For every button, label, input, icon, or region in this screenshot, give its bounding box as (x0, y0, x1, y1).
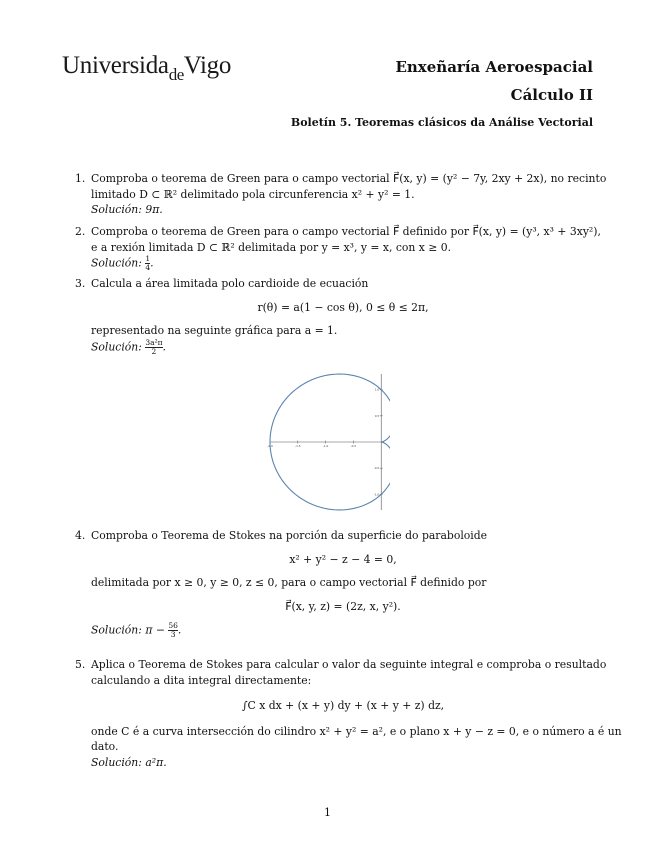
y-tick-label: -1.0 (373, 492, 380, 497)
problem-5-line-2: calculando a dita integral directamente: (91, 673, 312, 687)
problem-4-line-2: delimitada por x ≥ 0, y ≥ 0, z ≤ 0, para o campo vectorial F⃗ definido por (91, 576, 487, 589)
problem-5-line-4: dato. (91, 740, 119, 753)
university-logo: Universida$_{de}$Vigo (62, 52, 232, 84)
problem-2: 2. Comproba o teorema de Green para o campo vectorial F⃗ definido por F⃗(x, y) = (y³, x³ + 3xy²), e a rexión limitada D ⊂ ℝ² delimitada por y = x³, y = x, con x ≥ 0. Solución: $\frac{1}{4}$ . (75, 225, 601, 272)
y-tick-label: 1.0 (374, 387, 380, 392)
x-tick-label: -1.5 (295, 444, 301, 448)
page-number: 1 (324, 806, 331, 819)
problem-3-line-2: representado na seguinte gráfica para a = 1. (91, 324, 338, 337)
problem-3: 3. Calcula a área limitada polo cardioide de ecuación r(θ) = a(1 − cos θ), 0 ≤ θ ≤ 2π, representado na seguinte gráfica para a = 1. Solución: $\frac{\text{3a²π}}{2}$ . (75, 276, 595, 356)
problem-1-solution: Solución: 9π. (91, 203, 163, 216)
x-tick-label: -0.5 (350, 444, 357, 448)
x-tick-label: -1.0 (322, 444, 329, 448)
course-title: Cálculo II (510, 86, 593, 104)
degree-title: Enxeñaría Aeroespacial (395, 58, 593, 76)
problem-5: 5. Aplica o Teorema de Stokes para calcular o valor da seguinte integral e comproba o resultado calculando a dita integral directamente: ∫C x dx + (x + y) dy + (x + y + z) dz, onde C é a curva intersección do cilindro x² + y² = a², e o plano x + y − z = 0, e o número a é un dato. Solución: a²π. (75, 658, 622, 769)
solution-fraction: $\frac{1}{4}$ (145, 254, 151, 272)
problem-2-line-2: e a rexión limitada D ⊂ ℝ² delimitada por y = x³, y = x, con x ≥ 0. (91, 240, 452, 254)
problem-4: 4. Comproba o Teorema de Stokes na porción da superficie do paraboloide x² + y² − z − 4 = 0, delimitada por x ≥ 0, y ≥ 0, z ≤ 0, para o campo vectorial F⃗ definido por F⃗(x, y, z) = (2z, x, y²). Solución: π − $\frac{56}{3}$ . (75, 528, 595, 639)
bulletin-title: Boletín 5. Teoremas clásicos da Análise Vectorial (290, 116, 593, 129)
problem-2-solution: Solución: $\frac{1}{4}$ . (91, 254, 154, 272)
x-tick-label: -2.0 (267, 444, 273, 448)
solution-fraction: $\frac{56}{3}$ (168, 621, 178, 639)
cardioid-equation: r(θ) = a(1 − cos θ), 0 ≤ θ ≤ 2π, (257, 300, 429, 314)
vector-field-equation: F⃗(x, y, z) = (2z, x, y²). (285, 599, 401, 613)
problem-5-line-3: onde C é a curva intersección do cilindro x² + y² = a², e o plano x + y − z = 0, e o número a é un (91, 724, 622, 738)
problem-5-solution: Solución: a²π. (91, 755, 167, 769)
y-tick-label: 0.5 (374, 413, 380, 418)
problem-1-line-2: limitado D ⊂ ℝ² delimitado pola circunferencia x² + y² = 1. (91, 187, 415, 201)
cardioid-chart (262, 370, 390, 514)
solution-fraction: $\frac{\text{3a²π}}{2}$ (145, 337, 163, 356)
line-integral: ∫C x dx + (x + y) dy + (x + y + z) dz, (241, 699, 445, 712)
problem-5-line-1: Aplica o Teorema de Stokes para calcular o valor da seguinte integral e comproba o resultado (91, 658, 607, 671)
y-tick-label: -0.5 (373, 466, 380, 471)
problem-4-line-1: Comproba o Teorema de Stokes na porción da superficie do paraboloide (91, 529, 488, 542)
problem-1-line-1: Comproba o teorema de Green para o campo vectorial F⃗(x, y) = (y² − 7y, 2xy + 2x), no recinto (91, 172, 607, 185)
problem-3-solution: Solución: $\frac{\text{3a²π}}{2}$ . (91, 337, 166, 356)
paraboloid-equation: x² + y² − z − 4 = 0, (289, 552, 397, 566)
problem-3-line-1: Calcula a área limitada polo cardioide de ecuación (91, 277, 369, 290)
problem-2-line-1: Comproba o teorema de Green para o campo vectorial F⃗ definido por F⃗(x, y) = (y³, x³ + 3xy²), (91, 225, 601, 238)
problem-1: 1. Comproba o teorema de Green para o campo vectorial F⃗(x, y) = (y² − 7y, 2xy + 2x), no recinto limitado D ⊂ ℝ² delimitado pola circunferencia x² + y² = 1. Solución: 9π. (75, 172, 607, 216)
chart-axes (270, 374, 384, 510)
problem-4-solution: Solución: π − $\frac{56}{3}$ . (91, 621, 182, 639)
